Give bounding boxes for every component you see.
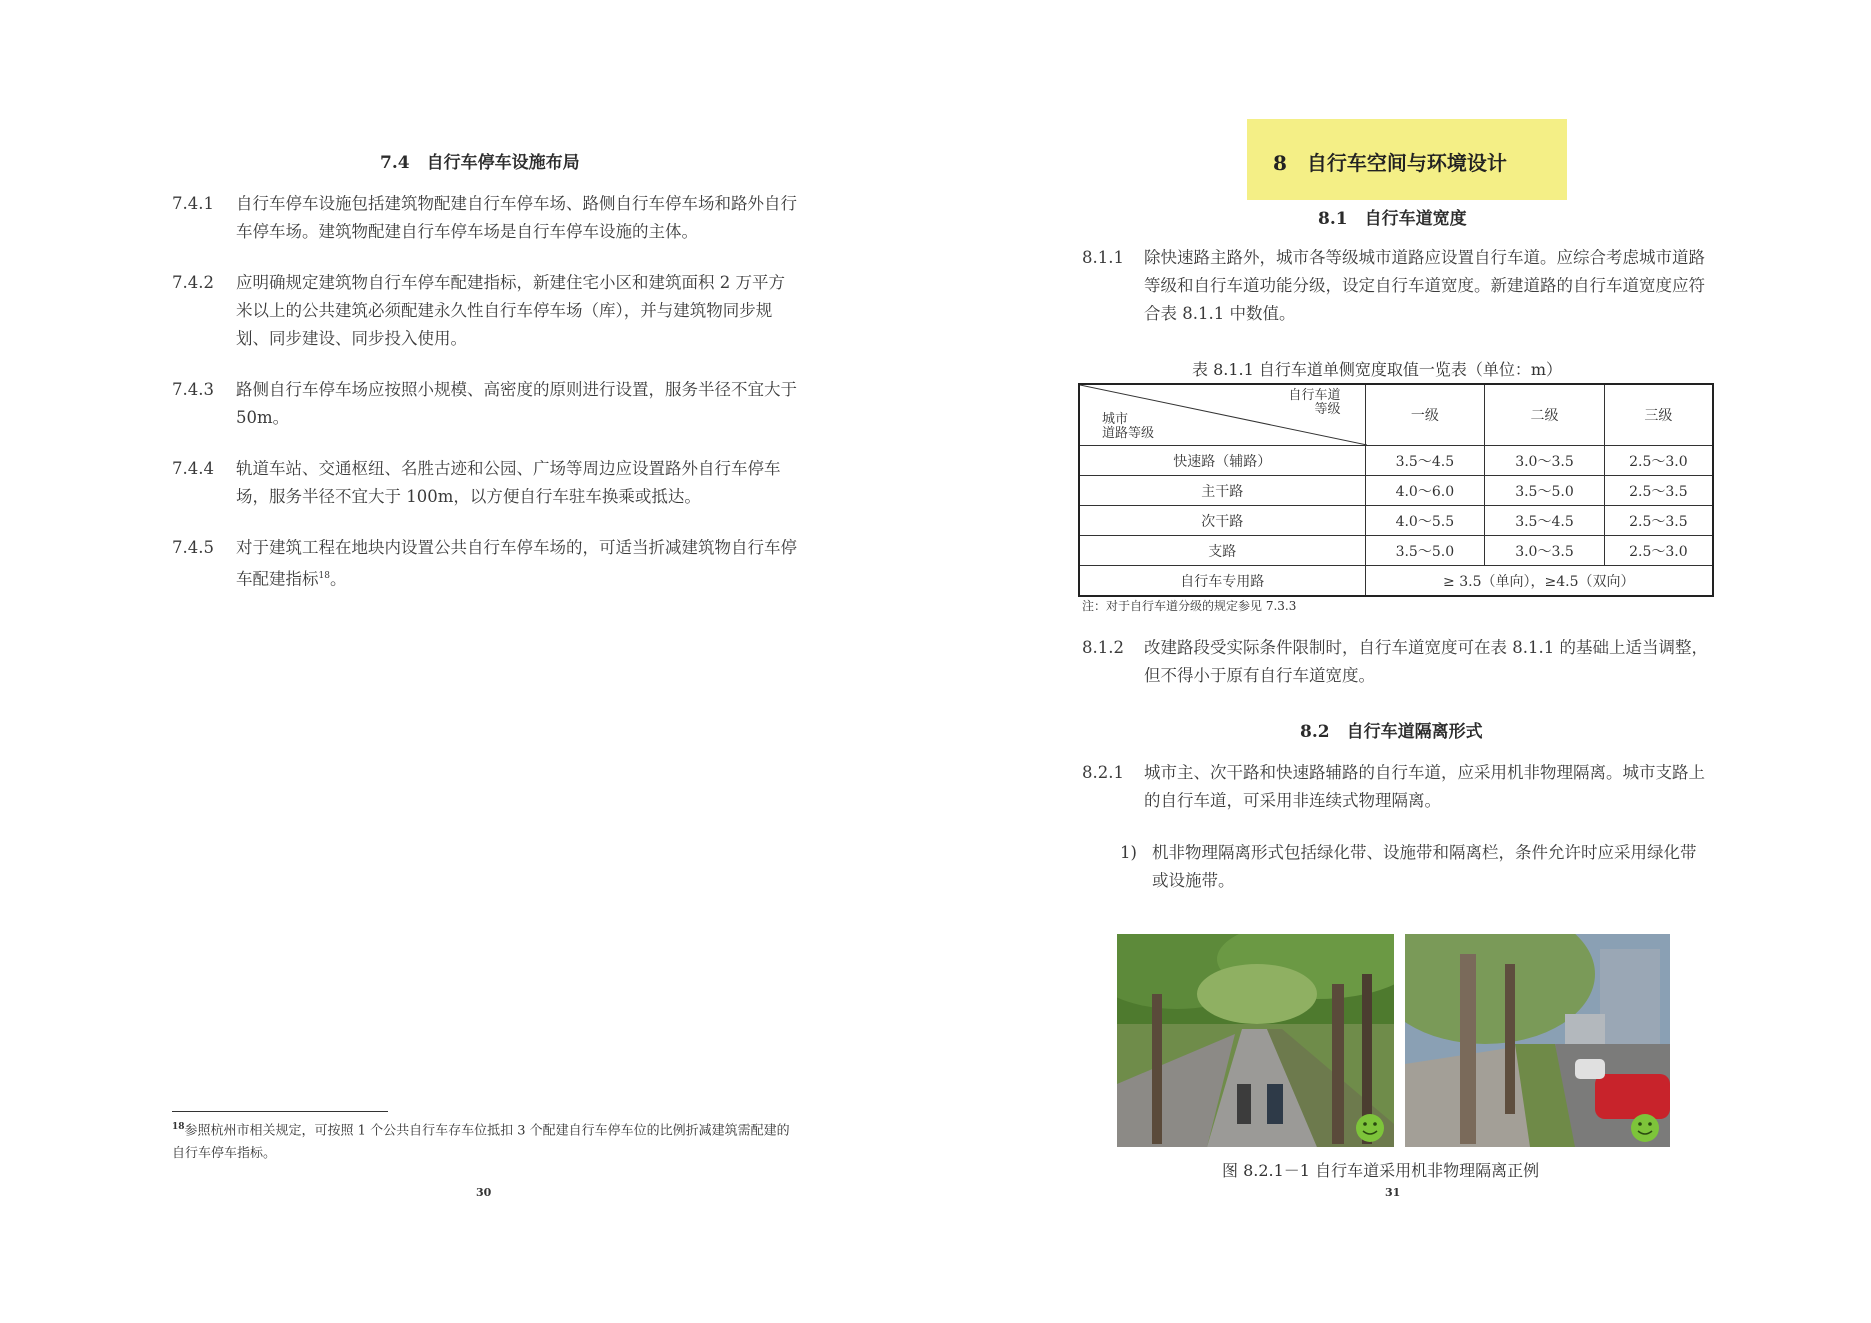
cell-value: 2.5～3.0 — [1604, 446, 1713, 476]
section-title-7-4: 7.4 自行车停车设施布局 — [380, 153, 580, 173]
table-note: 注：对于自行车道分级的规定参见 7.3.3 — [1082, 599, 1297, 613]
row-label: 支路 — [1079, 536, 1365, 566]
footnote-separator — [172, 1111, 388, 1112]
cell-value: 3.5～5.0 — [1365, 536, 1485, 566]
table-row — [1079, 536, 1713, 566]
table-row — [1079, 506, 1713, 536]
bike-lane-width-table — [1078, 383, 1714, 597]
photo-facility-belt-separation — [1405, 934, 1670, 1147]
chapter-heading-box — [1247, 119, 1567, 200]
clause-text: 应明确规定建筑物自行车停车配建指标，新建住宅小区和建筑面积 2 万平方米以上的公共建筑必须配建永久性自行车停车场（库），并与建筑物同步规划、同步建设、同步投入使用。 — [236, 273, 785, 348]
row-label: 主干路 — [1079, 476, 1365, 506]
table-row — [1079, 566, 1713, 597]
clause-text-body: 对于建筑工程在地块内设置公共自行车停车场的，可适当折减建筑物自行车停车配建指标 — [236, 538, 797, 589]
cell-value: 3.5～4.5 — [1365, 446, 1485, 476]
clause-number: 8.1.2 — [1082, 638, 1124, 657]
clause-number: 7.4.1 — [172, 194, 214, 213]
clause-text: 除快速路主路外，城市各等级城市道路应设置自行车道。应综合考虑城市道路等级和自行车道功能分级，设定自行车道宽度。新建道路的自行车道宽度应符合表 8.1.1 中数值。 — [1144, 248, 1705, 323]
clause-text — [236, 534, 798, 594]
clause-text: 城市主、次干路和快速路辅路的自行车道，应采用机非物理隔离。城市支路上的自行车道，可采用非连续式物理隔离。 — [1144, 763, 1705, 810]
corner-bottom-line2: 道路等级 — [1102, 426, 1155, 441]
cell-value: 2.5～3.5 — [1604, 506, 1713, 536]
section-title-8-1: 8.1 自行车道宽度 — [1318, 209, 1467, 229]
clause-number: 7.4.2 — [172, 273, 214, 292]
clause-number: 7.4.3 — [172, 380, 214, 399]
item-number: 1) — [1120, 843, 1137, 862]
corner-bottom-line1: 城市 — [1102, 412, 1129, 427]
photo-caption: 图 8.2.1－1 自行车道采用机非物理隔离正例 — [1222, 1161, 1540, 1180]
header-grade-1: 一级 — [1365, 384, 1485, 446]
cell-value: 3.0～3.5 — [1485, 446, 1605, 476]
item-text: 机非物理隔离形式包括绿化带、设施带和隔离栏，条件允许时应采用绿化带或设施带。 — [1152, 843, 1697, 890]
table-corner-cell — [1079, 384, 1365, 446]
photo-green-belt-separation — [1117, 934, 1394, 1147]
corner-bottom-label — [1102, 413, 1154, 441]
page-number-left: 30 — [476, 1186, 492, 1199]
footnote — [172, 1116, 797, 1165]
clause-text: 自行车停车设施包括建筑物配建自行车停车场、路侧自行车停车场和路外自行车停车场。建筑物配建自行车停车场是自行车停车设施的主体。 — [236, 194, 797, 241]
corner-top-line1: 自行车道 — [1288, 388, 1341, 403]
clause-text: 改建路段受实际条件限制时，自行车道宽度可在表 8.1.1 的基础上适当调整，但不得小于原有自行车道宽度。 — [1144, 638, 1708, 685]
row-label: 快速路（辅路） — [1079, 446, 1365, 476]
cell-value: 4.0～6.0 — [1365, 476, 1485, 506]
header-grade-3: 三级 — [1604, 384, 1713, 446]
cell-value: 3.5～4.5 — [1485, 506, 1605, 536]
table-caption: 表 8.1.1 自行车道单侧宽度取值一览表（单位：m） — [1192, 360, 1563, 379]
cell-value: 3.0～3.5 — [1485, 536, 1605, 566]
footnote-text: 参照杭州市相关规定，可按照 1 个公共自行车存车位抵扣 3 个配建自行车停车位的比例折减建筑需配建的自行车停车指标。 — [172, 1123, 790, 1162]
clause-text-tail: 。 — [329, 569, 347, 589]
table-header-row — [1079, 384, 1713, 446]
section-title-8-2: 8.2 自行车道隔离形式 — [1300, 722, 1483, 742]
cell-value: 3.5～5.0 — [1485, 476, 1605, 506]
clause-number: 7.4.5 — [172, 538, 214, 557]
header-grade-2: 二级 — [1485, 384, 1605, 446]
cell-value: 4.0～5.5 — [1365, 506, 1485, 536]
corner-top-line2: 等级 — [1314, 402, 1341, 417]
clause-number: 8.1.1 — [1082, 248, 1124, 267]
clause-number: 7.4.4 — [172, 459, 214, 478]
clause-text: 轨道车站、交通枢纽、名胜古迹和公园、广场等周边应设置路外自行车停车场，服务半径不宜大于 100m，以方便自行车驻车换乘或抵达。 — [236, 459, 781, 506]
table-row — [1079, 476, 1713, 506]
clause-text: 路侧自行车停车场应按照小规模、高密度的原则进行设置，服务半径不宜大于 50m。 — [236, 380, 797, 427]
row-label: 自行车专用路 — [1079, 566, 1365, 597]
footnote-mark: 18 — [172, 1122, 185, 1132]
corner-top-label — [1289, 389, 1341, 417]
cell-value: 2.5～3.0 — [1604, 536, 1713, 566]
page-number-right: 31 — [1385, 1186, 1401, 1199]
chapter-title: 8 自行车空间与环境设计 — [1273, 151, 1507, 175]
clause-number: 8.2.1 — [1082, 763, 1124, 782]
footnote-ref: 18 — [318, 571, 330, 581]
row-label: 次干路 — [1079, 506, 1365, 536]
cell-value: 2.5～3.5 — [1604, 476, 1713, 506]
cell-value-merged: ≥ 3.5（单向），≥4.5（双向） — [1365, 566, 1713, 597]
table-row — [1079, 446, 1713, 476]
